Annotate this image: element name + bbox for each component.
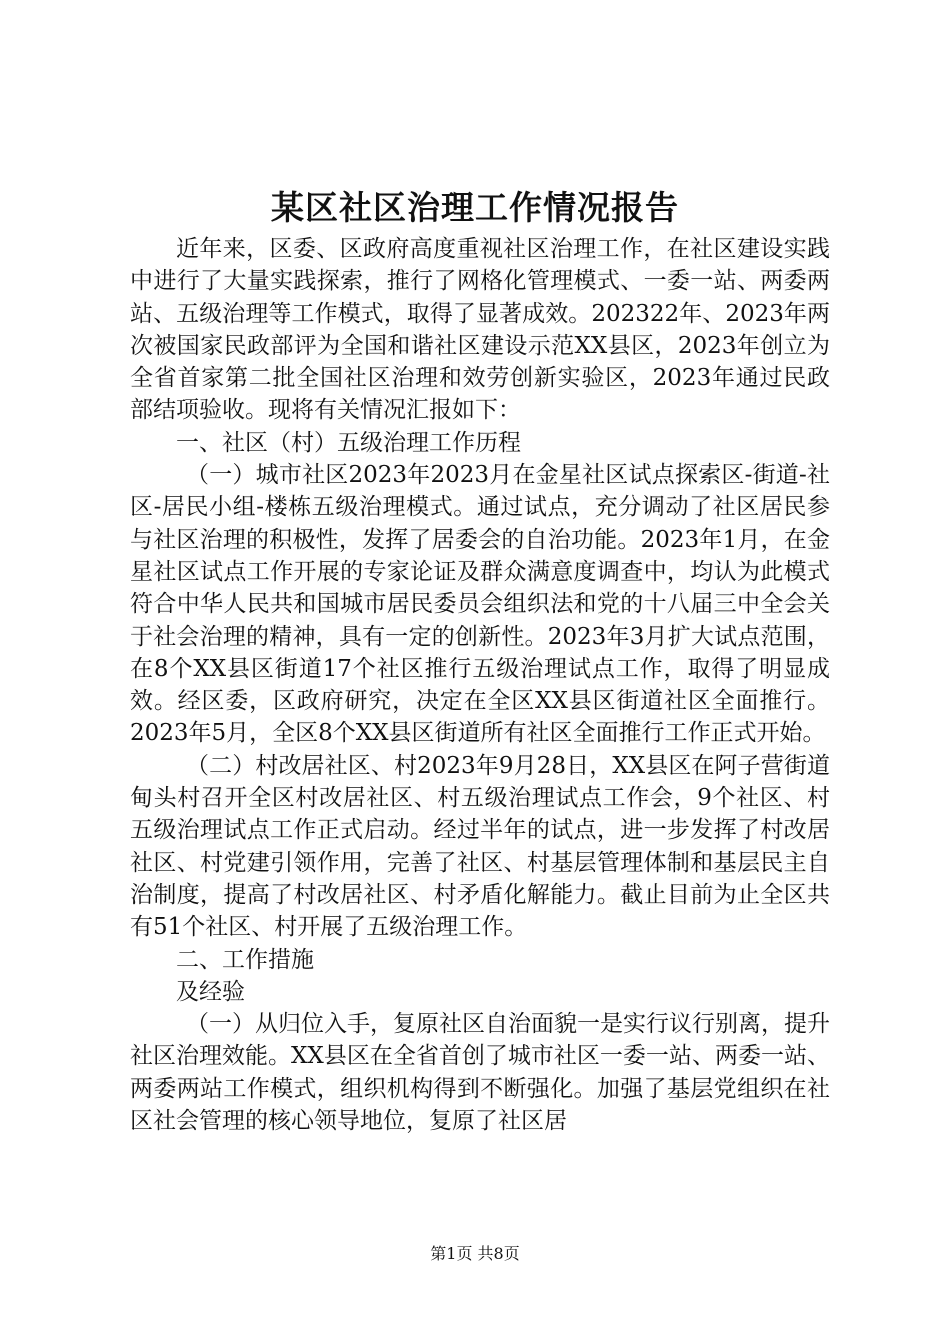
paragraph-measure-one: （一）从归位入手，复原社区自治面貌一是实行议行别离，提升社区治理效能。XX县区在全省首创了城市社区一委一站、两委一站、两委两站工作模式，组织机构得到不断强化。加强了基层党组织在社区社会管理的核心领导地位，复原了社区居 — [130, 1011, 830, 1135]
page-number-footer: 第1页 共8页 — [430, 1244, 520, 1263]
section-heading-experience: 及经验 — [176, 978, 245, 1005]
section-heading-history: 一、社区（村）五级治理工作历程 — [176, 429, 521, 456]
paragraph-urban-community: （一）城市社区2023年2023月在金星社区试点探索区-街道-社区-居民小组-楼栋五级治理模式。通过试点，充分调动了社区居民参与社区治理的积极性，发挥了居委会的自治功能。2023年1月，在金星社区试点工作开展的专家论证及群众满意度调查中，均认为此模式符合中华人民共和国城市居民委员会组织法和党的十八届三中全会关于社会治理的精神，具有一定的创新性。2023年3月扩大试点范围，在8个XX县区街道17个社区推行五级治理试点工作，取得了明显成效。经区委，区政府研究，决定在全区XX县区街道社区全面推行。2023年5月，全区8个XX县区街道所有社区全面推行工作正式开始。 — [130, 462, 830, 747]
document-body — [130, 233, 830, 1137]
section-heading-measures: 二、工作措施 — [176, 946, 314, 973]
paragraph-intro: 近年来，区委、区政府高度重视社区治理工作，在社区建设实践中进行了大量实践探索，推行了网格化管理模式、一委一站、两委两站、五级治理等工作模式，取得了显著成效。202322年、2023年两次被国家民政部评为全国和谐社区建设示范XX县区，2023年创立为全省首家第二批全国社区治理和效劳创新实验区，2023年通过民政部结项验收。现将有关情况汇报如下： — [130, 236, 830, 424]
paragraph-village-community: （二）村改居社区、村2023年9月28日，XX县区在阿子营街道甸头村召开全区村改居社区、村五级治理试点工作会，9个社区、村五级治理试点工作正式启动。经过半年的试点，进一步发挥了村改居社区、村党建引领作用，完善了社区、村基层管理体制和基层民主自治制度，提高了村改居社区、村矛盾化解能力。截止目前为止全区共有51个社区、村开展了五级治理工作。 — [130, 752, 830, 941]
document-title: 某区社区治理工作情况报告 — [271, 188, 679, 227]
